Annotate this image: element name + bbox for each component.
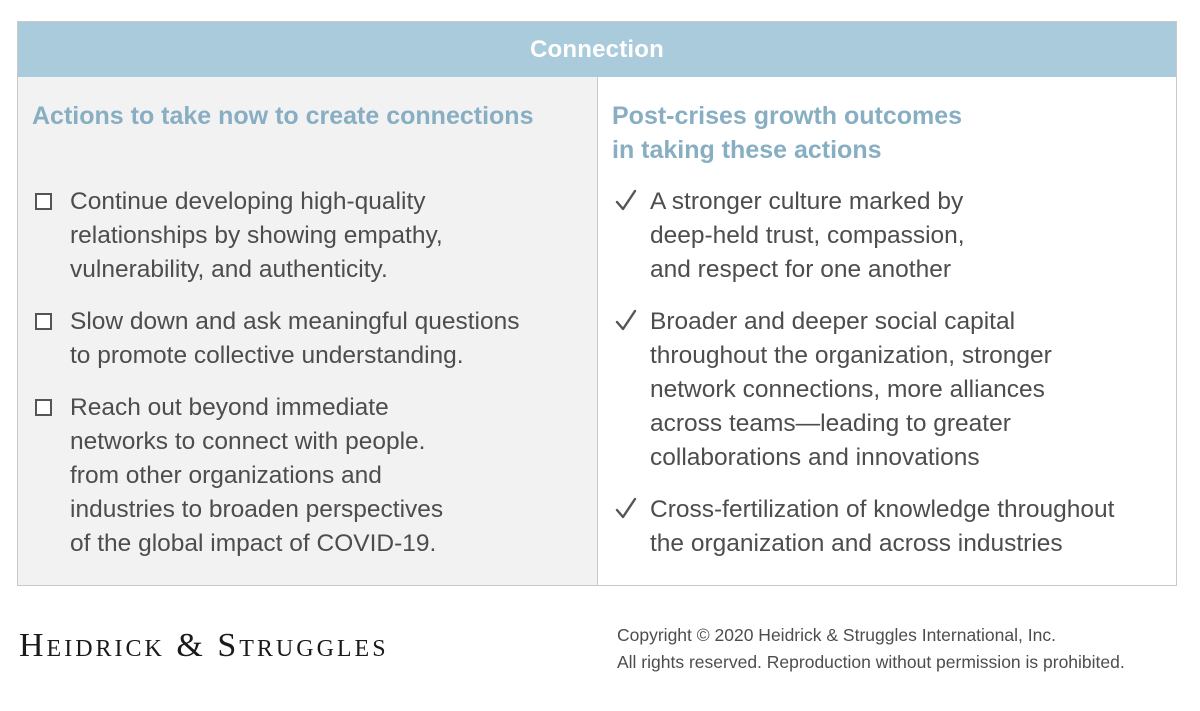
actions-list: [32, 185, 519, 579]
outcome-item: [612, 493, 1114, 561]
action-item-text: Continue developing high-quality relationships by showing empathy, vulnerability, and authenticity.: [70, 188, 443, 283]
action-item: [32, 305, 519, 373]
outcome-item-text: Broader and deeper social capital throughout the organization, stronger network connections, more alliances across teams—leading to greater collaborations and innovations: [650, 308, 1052, 471]
outcomes-list: [612, 185, 1114, 579]
action-item: [32, 185, 519, 287]
action-item-text: Slow down and ask meaningful questions to promote collective understanding.: [70, 308, 520, 369]
checkbox-icon: [35, 399, 52, 416]
outcome-item: [612, 305, 1114, 475]
outcome-item-text: A stronger culture marked by deep-held trust, compassion, and respect for one another: [650, 188, 965, 283]
copyright-line-2: All rights reserved. Reproduction without permission is prohibited.: [617, 652, 1125, 672]
actions-column: [18, 77, 598, 585]
checkbox-icon: [35, 193, 52, 210]
action-item: [32, 391, 519, 561]
outcome-item: [612, 185, 1114, 287]
checkmark-icon: [614, 493, 638, 523]
connection-table: [17, 21, 1177, 586]
checkbox-icon: [35, 313, 52, 330]
outcomes-heading: Post-crises growth outcomes in taking these actions: [612, 102, 963, 164]
copyright-notice: [617, 622, 1125, 676]
company-logo: Heidrick & Struggles: [19, 627, 389, 664]
table-header: [18, 22, 1176, 77]
checkmark-icon: [614, 185, 638, 215]
action-item-text: Reach out beyond immediate networks to connect with people. from other organizations and industries to broaden perspectives of the global impact of COVID-19.: [70, 394, 444, 557]
copyright-line-1: Copyright © 2020 Heidrick & Struggles International, Inc.: [617, 625, 1056, 645]
table-title: Connection: [530, 35, 664, 63]
actions-heading: Actions to take now to create connections: [32, 102, 534, 130]
outcome-item-text: Cross-fertilization of knowledge throughout the organization and across industries: [650, 496, 1115, 557]
outcomes-column: [598, 77, 1176, 585]
checkmark-icon: [614, 305, 638, 335]
